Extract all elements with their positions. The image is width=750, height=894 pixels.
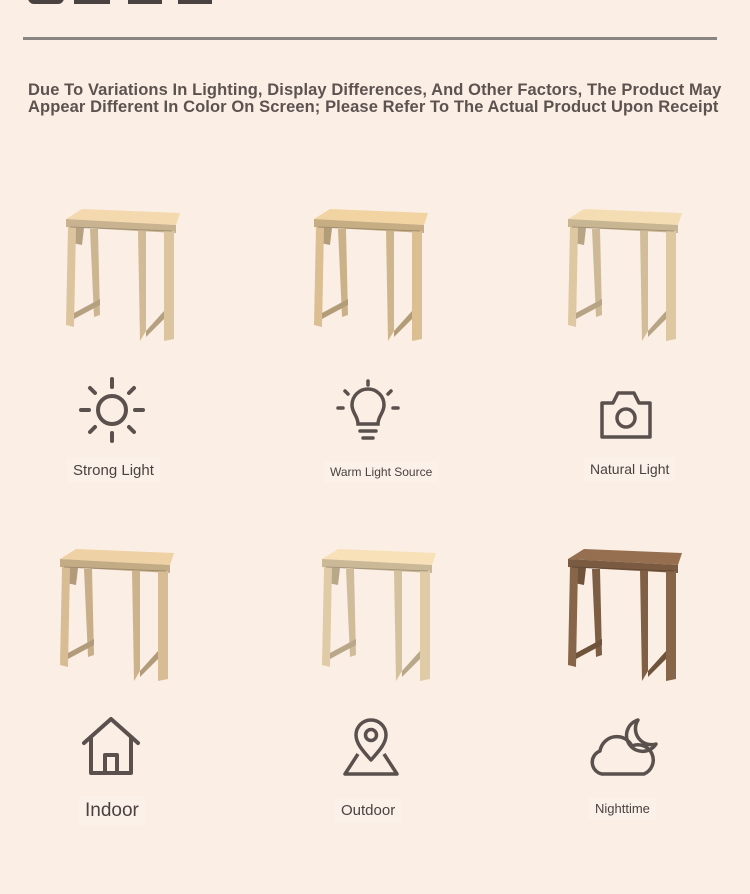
- condition-label: Strong Light: [67, 458, 160, 483]
- stool-image: [562, 205, 686, 345]
- condition-label: Indoor: [79, 796, 145, 826]
- stool-image: [316, 545, 440, 685]
- stool-image: [60, 205, 184, 345]
- disclaimer-line-1: Due To Variations In Lighting, Display Differences, And Other Factors, The Product May: [28, 81, 722, 99]
- condition-label: Warm Light Source: [324, 461, 438, 483]
- sun-icon: [78, 376, 146, 444]
- cropped-header-glyphs: [28, 0, 218, 4]
- home-icon: [80, 715, 142, 777]
- stool-image: [562, 545, 686, 685]
- cropped-header-text: [528, 0, 718, 4]
- header-divider: [23, 37, 717, 40]
- cloud-moon-icon: [586, 716, 664, 780]
- location-pin-icon: [340, 716, 402, 778]
- stool-image: [54, 545, 178, 685]
- color-disclaimer: [28, 82, 728, 116]
- condition-label: Nighttime: [589, 797, 656, 820]
- disclaimer-line-2: Appear Different In Color On Screen; Please Refer To The Actual Product Upon Receipt: [28, 98, 719, 116]
- stool-image: [308, 205, 432, 345]
- camera-icon: [597, 388, 655, 442]
- condition-label: Natural Light: [584, 457, 675, 481]
- condition-label: Outdoor: [335, 798, 401, 823]
- lightbulb-icon: [336, 378, 400, 444]
